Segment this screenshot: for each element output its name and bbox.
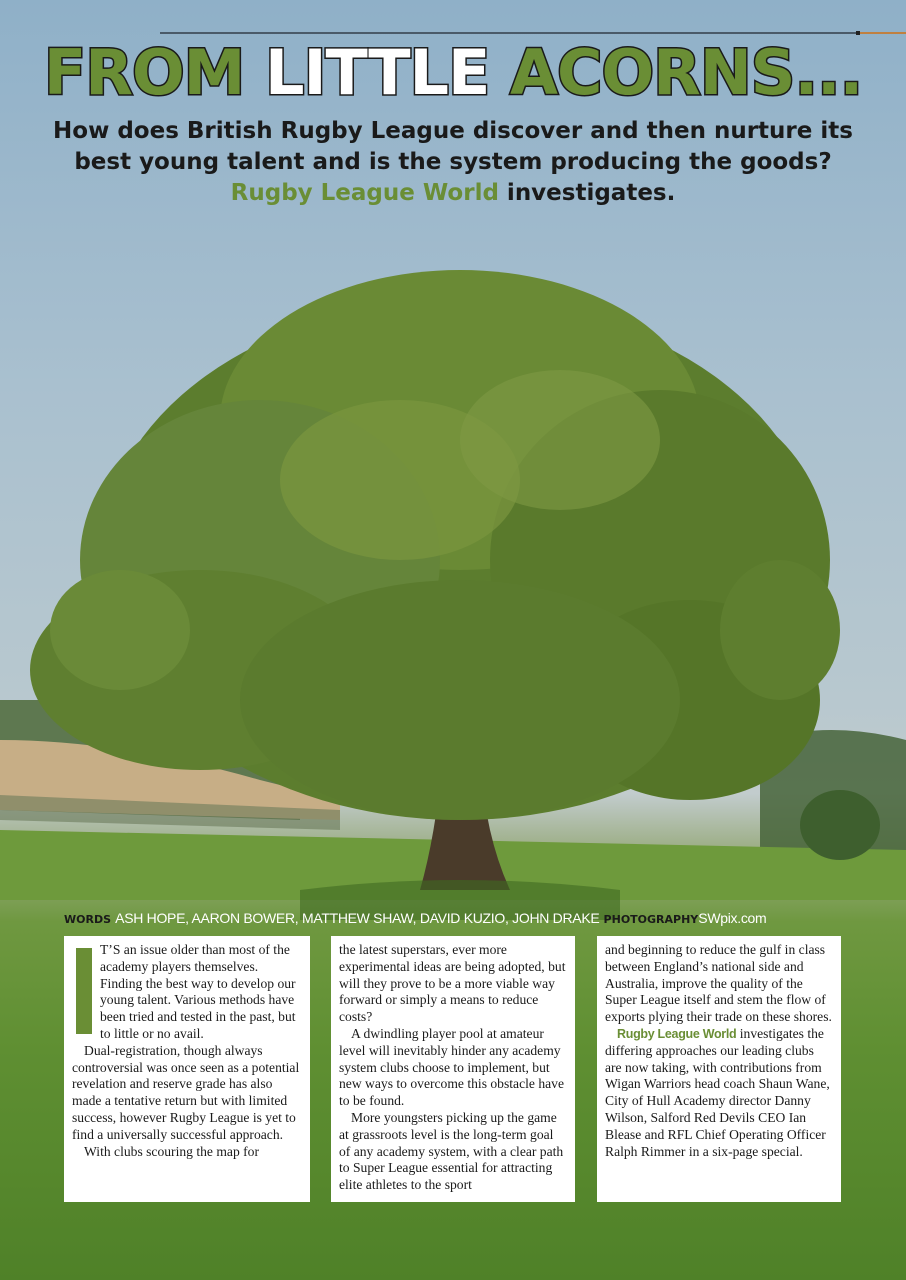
paragraph xyxy=(605,1026,833,1160)
paragraph: More youngsters picking up the game at grassroots level is the long-term goal of any academy system, with a clear path to Super League essential for attracting elite athletes to the sport xyxy=(339,1109,564,1193)
standfirst xyxy=(40,116,866,209)
words-label: WORDS xyxy=(64,913,112,926)
paragraph: Dual-registration, though always controversial was once seen as a potential revelation and reserve grade has also made a tentative return but with limited success, however Rugby League is yet to find a universally successful approach. xyxy=(72,1042,300,1142)
paragraph: With clubs scouring the map for xyxy=(84,1143,259,1159)
headline-part-1: FROM xyxy=(43,36,265,109)
paragraph: A dwindling player pool at amateur level will inevitably hinder any academy system clubs choose to implement, but new ways to overcome this obstacle have to be found. xyxy=(339,1025,564,1109)
paragraph: and beginning to reduce the gulf in class between England’s national side and Australia, improve the quality of the Super League itself and stem the flow of exports plying their trade on these shores. xyxy=(605,942,832,1025)
headline xyxy=(0,38,906,108)
oak-tree-illustration xyxy=(0,200,906,920)
photography-label: PHOTOGRAPHY xyxy=(603,913,699,926)
body-column-3 xyxy=(597,936,841,1202)
photographer: SWpix.com xyxy=(698,910,767,926)
authors: ASH HOPE, AARON BOWER, MATTHEW SHAW, DAVID KUZIO, JOHN DRAKE xyxy=(115,910,600,926)
headline-part-3: ACORNS... xyxy=(489,36,863,109)
standfirst-brand: Rugby League World xyxy=(230,180,499,206)
body-column-1 xyxy=(64,936,310,1202)
top-rule xyxy=(160,32,906,34)
standfirst-text: How does British Rugby League discover and then nurture its best young talent and is the system producing the goods? xyxy=(53,118,853,175)
drop-cap xyxy=(76,948,92,1034)
byline xyxy=(64,910,864,927)
standfirst-end: investigates. xyxy=(498,180,676,206)
headline-part-2: LITTLE xyxy=(264,36,490,109)
brand-name: Rugby League World xyxy=(617,1026,737,1041)
paragraph: T’S an issue older than most of the academy players themselves. Finding the best way to develop our young talent. Various methods have been tried and tested in the past, but to little or no avail. xyxy=(100,942,296,1041)
paragraph-text: investigates the differing approaches our leading clubs are now taking, with contributions from Wigan Warriors head coach Shaun Wane, City of Hull Academy director Danny Wilson, Salford Red Devils CEO Ian Blease and RFL Chief Operating Officer Ralph Rimmer in a six-page special. xyxy=(605,1025,830,1159)
paragraph: the latest superstars, ever more experimental ideas are being adopted, but will they prove to be a more viable way forward or simply a means to reduce costs? xyxy=(339,942,566,1025)
body-column-2 xyxy=(331,936,575,1202)
